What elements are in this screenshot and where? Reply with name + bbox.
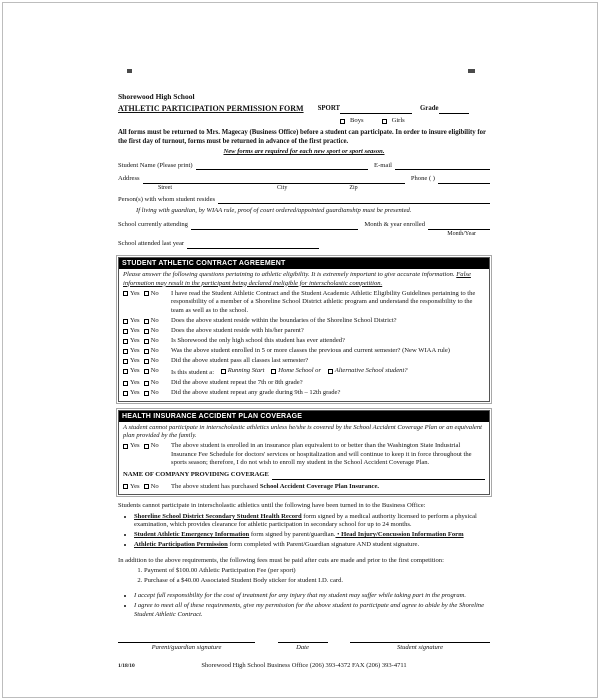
insurance-question-text: The above student has purchased School Accident Coverage Plan Insurance.	[171, 482, 380, 490]
question-text: Was the above student enrolled in 5 or more classes the previous and current semester? (New WIAA rule)	[171, 346, 450, 354]
form-title: ATHLETIC PARTICIPATION PERMISSION FORM	[118, 103, 304, 113]
alternative-school-checkbox[interactable]	[328, 369, 333, 374]
student-type-row: Yes No Is this student a: Running Start Home School or Alternative School student?	[123, 367, 485, 377]
contract-section-title: STUDENT ATHLETIC CONTRACT AGREEMENT	[119, 258, 489, 269]
no-checkbox[interactable]	[144, 381, 149, 386]
resides-row	[118, 196, 490, 205]
scan-mark	[468, 69, 475, 73]
yes-checkbox[interactable]	[123, 381, 128, 386]
month-year-label: Month/Year	[447, 230, 476, 237]
enrolled-field[interactable]	[428, 223, 490, 230]
fee-item: 1. Payment of $100.00 Athletic Participation Fee (per sport)	[144, 567, 490, 576]
address-field[interactable]	[143, 177, 405, 184]
girls-label: Girls	[391, 117, 405, 125]
agreement-item: • I agree to meet all of these requirements, give my permission for the above student to participate and agree to abide by the Shoreline Student Athletic Contract.	[134, 602, 490, 619]
footer-text: Shorewood High School Business Office (206) 393-4372 FAX (206) 393-4711	[201, 661, 407, 669]
student-signature-label: Student signature	[396, 644, 444, 652]
question-text: Does the above student reside within the boundaries of the Shoreline School District?	[171, 316, 397, 324]
company-label: NAME OF COMPANY PROVIDING COVERAGE	[123, 470, 269, 478]
requirement-item: • Student Athletic Emergency Information form signed by parent/guardian. • Head Injury/Concussion Information Form	[134, 531, 490, 540]
revision-code: 1/18/10	[118, 662, 135, 669]
question-row: Yes No Is Shorewood the only high school this student has ever attended?	[123, 337, 485, 346]
school-last-year-row	[118, 240, 490, 249]
last-year-field[interactable]	[187, 242, 319, 249]
address-sublabels	[118, 185, 490, 193]
agreement-item: • I accept full responsibility for the cost of treatment for any injury that my student may suffer while taking part in the program.	[134, 592, 490, 601]
street-label: Street	[158, 185, 172, 192]
attending-label: School currently attending	[118, 220, 188, 228]
contract-intro: Please answer the following questions pertaining to athletic eligibility. It is extremely important to give accurate information. False information may result in the participant being declared ineligible for interscholastic competition.	[123, 270, 471, 287]
running-start-checkbox[interactable]	[221, 369, 226, 374]
date-label: Date	[296, 644, 309, 652]
return-notice: All forms must be returned to Mrs. Magecay (Business Office) before a student can participate. In order to insure eligibility for the first day of turnout, forms must be returned in advance of the first practice.	[118, 128, 486, 145]
insurance-question-row: Yes No The above student is enrolled in an insurance plan equivalent to or better than the Washington State Industrial Insurance Fee Schedule for doctors' services or hospitalization and will continue to keep it in force throughout the sports season; therefore, I do not wish to enroll my student in the School Accident Coverage Plan.	[123, 442, 485, 468]
fees-intro: In addition to the above requirements, the following fees must be paid after cuts are made and prior to the first competition:	[118, 556, 444, 564]
company-row	[123, 471, 485, 480]
yes-checkbox[interactable]	[123, 359, 128, 364]
enrolled-label: Month & year enrolled	[364, 220, 425, 228]
question-row: Yes No Did the above student repeat the 7th or 8th grade?	[123, 379, 485, 388]
question-row: Yes No Does the above student reside with his/her parent?	[123, 327, 485, 336]
agreement-list	[134, 592, 490, 620]
attending-field[interactable]	[191, 223, 358, 230]
grade-label: Grade	[420, 105, 439, 113]
date-field[interactable]	[278, 635, 328, 643]
email-field[interactable]	[395, 163, 490, 170]
parent-signature-field[interactable]	[118, 635, 255, 643]
student-name-row	[118, 162, 490, 171]
no-checkbox[interactable]	[144, 444, 149, 449]
question-text: Did the above student repeat any grade during 9th – 12th grade?	[171, 389, 341, 397]
no-checkbox[interactable]	[144, 329, 149, 334]
email-label: E-mail	[374, 161, 392, 169]
girls-checkbox[interactable]	[382, 119, 387, 124]
new-forms-note: New forms are required for each new sport or sport season.	[223, 148, 385, 156]
guardian-note: If living with guardian, by WIAA rule, proof of court ordered/appointed guardianship must be presented.	[136, 207, 412, 215]
insurance-question-row: Yes No The above student has purchased School Accident Coverage Plan Insurance.	[123, 483, 485, 492]
resides-label: Person(s) with whom student resides	[118, 195, 216, 203]
zip-label: Zip	[349, 185, 358, 192]
student-name-label: Student Name (Please print)	[118, 161, 193, 169]
no-checkbox[interactable]	[144, 391, 149, 396]
student-signature-field[interactable]	[350, 635, 490, 643]
insurance-section-title: HEALTH INSURANCE ACCIDENT PLAN COVERAGE	[119, 411, 489, 422]
insurance-intro: A student cannot participate in interscholastic athletics unless he/she is covered by the School Accident Coverage Plan or an equivalent plan provided by the family.	[123, 423, 482, 440]
yes-checkbox[interactable]	[123, 349, 128, 354]
requirement-item: • Athletic Participation Permission form completed with Parent/Guardian signature AND student signature.	[134, 541, 490, 550]
signature-labels	[118, 644, 490, 653]
requirements-list	[134, 513, 490, 550]
question-text: Is Shorewood the only high school this student has ever attended?	[171, 336, 345, 344]
gender-row	[340, 117, 490, 126]
requirements-intro: Students cannot participate in interscholastic athletics until the following have been turned in to the Business Office:	[118, 502, 426, 510]
no-checkbox[interactable]	[144, 359, 149, 364]
question-text: Is this student a: Running Start Home School or Alternative School student?	[171, 367, 408, 376]
question-row: Yes No Was the above student enrolled in 5 or more classes the previous and current semester? (New WIAA rule)	[123, 347, 485, 356]
address-label: Address	[118, 175, 140, 183]
parent-signature-label: Parent/guardian signature	[151, 644, 222, 652]
contract-section	[118, 257, 490, 402]
boys-checkbox[interactable]	[340, 119, 345, 124]
company-field[interactable]	[272, 473, 485, 480]
student-name-field[interactable]	[196, 163, 369, 170]
yes-checkbox[interactable]	[123, 391, 128, 396]
yes-checkbox[interactable]	[123, 339, 128, 344]
sport-field[interactable]	[340, 107, 412, 114]
insurance-question-text: The above student is enrolled in an insurance plan equivalent to or better than the Washington State Industrial Insurance Fee Schedule for doctors' services or hospitalization and will continue to keep it in force throughout the sports season; therefore, I do not wish to enroll my student in the School Accident Coverage Plan.	[171, 442, 472, 467]
yes-checkbox[interactable]	[123, 444, 128, 449]
address-row	[118, 175, 490, 184]
yes-checkbox[interactable]	[123, 319, 128, 324]
fees-list	[144, 567, 490, 585]
question-text: Did the above student pass all classes last semester?	[171, 357, 309, 365]
requirement-item: • Shoreline School District Secondary Student Health Record form signed by a medical authority licensed to perform a physical examination, which provides clearance for athletic participation in secondary school for up to 24 months.	[134, 513, 490, 530]
form-page	[118, 92, 490, 670]
question-row: Yes No Did the above student repeat any grade during 9th – 12th grade?	[123, 389, 485, 398]
no-checkbox[interactable]	[144, 349, 149, 354]
no-checkbox[interactable]	[144, 484, 149, 489]
question-text: Does the above student reside with his/her parent?	[171, 326, 304, 334]
school-attending-row	[118, 221, 490, 230]
page-footer	[118, 662, 490, 670]
title-row	[118, 104, 490, 114]
yes-checkbox[interactable]	[123, 369, 128, 374]
question-row: Yes No I have read the Student Athletic Contract and the Student Academic Athletic Eligibility Guidelines pertaining to the responsibility of a member of a Shoreline School District athletic program and understand the responsibility to the team as well as to the school.	[123, 290, 485, 316]
signature-row	[118, 635, 490, 643]
last-year-label: School attended last year	[118, 240, 185, 248]
no-checkbox[interactable]	[144, 369, 149, 374]
question-row: Yes No Did the above student pass all classes last semester?	[123, 357, 485, 366]
scan-mark	[127, 69, 132, 73]
phone-label: Phone ( )	[410, 175, 435, 183]
sport-label: SPORT	[317, 105, 341, 113]
question-text: I have read the Student Athletic Contract and the Student Academic Athletic Eligibility Guidelines pertaining to the responsibility of a member of a Shoreline School District athletic program and understand the responsibility to the team as well as to the school.	[171, 289, 476, 314]
city-label: City	[277, 185, 288, 192]
boys-label: Boys	[350, 117, 364, 125]
yes-checkbox[interactable]	[123, 329, 128, 334]
question-row: Yes No Does the above student reside within the boundaries of the Shoreline School District?	[123, 317, 485, 326]
grade-field[interactable]	[439, 107, 469, 114]
home-school-checkbox[interactable]	[271, 369, 276, 374]
yes-checkbox[interactable]	[123, 291, 128, 296]
no-checkbox[interactable]	[144, 319, 149, 324]
question-text: Did the above student repeat the 7th or 8th grade?	[171, 378, 303, 386]
insurance-section	[118, 410, 490, 496]
resides-field[interactable]	[218, 197, 490, 204]
phone-field[interactable]	[438, 177, 490, 184]
no-checkbox[interactable]	[144, 339, 149, 344]
no-checkbox[interactable]	[144, 291, 149, 296]
fee-item: 2. Purchase of a $40.00 Associated Student Body sticker for student I.D. card.	[144, 577, 490, 586]
yes-checkbox[interactable]	[123, 484, 128, 489]
school-name: Shorewood High School	[118, 92, 195, 101]
